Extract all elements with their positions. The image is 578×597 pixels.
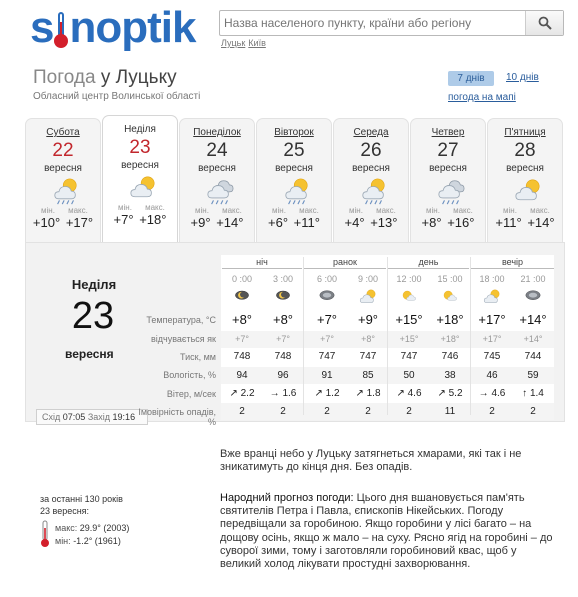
day-tabs <box>25 118 565 242</box>
day-tab[interactable] <box>410 118 486 242</box>
min-max-temps: +9° +14° <box>190 215 244 230</box>
wind-value: → 1.6 <box>269 388 297 399</box>
day-number: 28 <box>514 140 536 161</box>
wind-direction-icon: ↗ <box>437 388 446 399</box>
pressure-value: 745 <box>483 351 501 362</box>
rain-icon <box>435 177 467 205</box>
temperature-value: +7° <box>316 312 338 327</box>
day-tab[interactable] <box>487 118 563 242</box>
period-label: вечір <box>471 257 554 269</box>
pressure-value: 747 <box>400 351 418 362</box>
precip-value: 2 <box>365 406 371 417</box>
day-tab[interactable] <box>179 118 255 242</box>
wind-value: ↗ 5.2 <box>437 388 463 399</box>
night-cloudy-icon <box>271 288 295 306</box>
humidity-value: 94 <box>236 370 248 381</box>
partly-cloudy-rain-icon <box>50 177 82 205</box>
day-name: Вівторок <box>274 127 314 138</box>
pressure-value: 747 <box>318 351 336 362</box>
min-max-labels: мін. макс. <box>349 206 396 215</box>
feels-like-label: відчувається як <box>151 334 216 344</box>
humidity-value: 96 <box>277 370 289 381</box>
page-subtitle: Обласний центр Волинської області <box>33 91 201 102</box>
min-max-temps: +4° +13° <box>344 215 398 230</box>
wind-direction-icon: → <box>269 388 280 399</box>
thermometer-icon <box>40 520 50 548</box>
partly-cloudy-icon <box>480 288 504 306</box>
feels-like-value: +7° <box>276 334 290 344</box>
wind-direction-icon: ↑ <box>522 388 528 399</box>
humidity-value: 59 <box>527 370 539 381</box>
min-max-labels: мін. макс. <box>426 206 473 215</box>
history-extremes: макс: 29.9° (2003) мін: -1.2° (1961) <box>55 523 130 546</box>
detail-day-number: 23 <box>71 295 115 337</box>
day-month: вересня <box>429 163 467 174</box>
hour-label: 15 :00 <box>437 274 463 284</box>
hour-label: 12 :00 <box>396 274 422 284</box>
day-detail-panel <box>25 242 565 427</box>
humidity-label: Вологість, % <box>163 370 216 380</box>
precip-value: 2 <box>239 406 245 417</box>
partly-cloudy-rain-icon <box>281 177 313 205</box>
wind-value: ↗ 1.8 <box>355 388 381 399</box>
wind-direction-icon: ↗ <box>229 388 238 399</box>
day-number: 22 <box>52 140 74 161</box>
temperature-value: +18° <box>436 312 464 327</box>
temperature-value: +8° <box>231 312 253 327</box>
hour-label: 0 :00 <box>231 274 253 284</box>
day-month: вересня <box>198 163 236 174</box>
day-name: Субота <box>46 127 80 138</box>
day-number: 26 <box>360 140 382 161</box>
night-cloudy-icon <box>230 288 254 306</box>
sunrise-sunset: Схід 07:05 Захід 19:16 <box>36 409 148 425</box>
period-label: ранок <box>304 257 386 269</box>
period-divider <box>470 257 471 415</box>
temperature-value: +15° <box>395 312 423 327</box>
day-tab[interactable] <box>256 118 332 242</box>
precip-value: 11 <box>444 406 456 417</box>
day-month: вересня <box>352 163 390 174</box>
detail-day-name: Неділя <box>71 277 117 292</box>
min-max-temps: +6° +11° <box>268 215 320 230</box>
feels-like-value: +18° <box>440 334 460 344</box>
feels-like-value: +15° <box>399 334 419 344</box>
cloudy-icon <box>315 288 339 306</box>
humidity-value: 38 <box>444 370 456 381</box>
partly-cloudy-icon <box>127 174 159 202</box>
hour-label: 21 :00 <box>520 274 546 284</box>
day-number: 27 <box>437 140 459 161</box>
temperature-value: +14° <box>519 312 547 327</box>
day-tab[interactable] <box>102 115 178 242</box>
hour-label: 18 :00 <box>479 274 505 284</box>
min-max-temps: +7° +18° <box>113 212 167 227</box>
day-name: Неділя <box>124 124 156 135</box>
feels-like-value: +7° <box>320 334 334 344</box>
recent-city-link[interactable]: Луцьк <box>221 38 246 48</box>
sunny-cloud-icon <box>438 288 462 306</box>
seven-days-tab[interactable]: 7 днів <box>448 71 494 86</box>
min-max-labels: мін. макс. <box>503 206 550 215</box>
precip-value: 2 <box>530 406 536 417</box>
sunny-cloud-icon <box>397 288 421 306</box>
wind-label: Вітер, м/сек <box>166 389 216 399</box>
wind-value: → 4.6 <box>478 388 506 399</box>
day-name: Середа <box>353 127 389 138</box>
ten-days-link[interactable]: 10 днів <box>506 72 539 83</box>
day-month: вересня <box>44 163 82 174</box>
search-icon <box>538 16 552 30</box>
recent-city-link[interactable]: Київ <box>248 38 266 48</box>
min-max-labels: мін. макс. <box>195 206 242 215</box>
day-number: 25 <box>283 140 305 161</box>
pressure-value: 746 <box>441 351 459 362</box>
temperature-value: +8° <box>272 312 294 327</box>
partly-cloudy-rain-icon <box>358 177 390 205</box>
detail-day-month: вересня <box>65 347 114 361</box>
partly-cloudy-icon <box>356 288 380 306</box>
temperature-value: +9° <box>357 312 379 327</box>
wind-value: ↗ 1.2 <box>314 388 340 399</box>
min-max-labels: мін. макс. <box>118 203 165 212</box>
wind-direction-icon: ↗ <box>314 388 323 399</box>
search-input[interactable] <box>220 11 525 35</box>
temp-label: Температура, °C <box>146 315 216 325</box>
min-max-temps: +10° +17° <box>32 215 94 230</box>
recent-cities <box>221 38 269 48</box>
day-name: Понеділок <box>193 127 241 138</box>
search-box <box>219 10 564 36</box>
min-max-labels: мін. макс. <box>41 206 88 215</box>
min-max-temps: +8° +16° <box>421 215 475 230</box>
precip-label: Імовірність опадів, % <box>138 407 216 427</box>
feels-like-value: +14° <box>523 334 543 344</box>
feels-like-value: +17° <box>482 334 502 344</box>
thermometer-icon <box>54 8 68 48</box>
pressure-value: 748 <box>274 351 292 362</box>
folk-forecast: Народний прогноз погоди: Цього дня вшановується пам'ять святителів Петра і Павла, єпископів Нікейських. Погоду передвіщали за горобиною. Якщо горобини у лісі багато – на дощову осінь, якщо ж мало – на суху. Рясно ягід на горобині – до суворої зими, тому і заготовляли горобиновий квас, щоб у великий холод лікувати простудні захворювання. <box>220 492 553 571</box>
hour-label: 9 :00 <box>357 274 379 284</box>
period-divider <box>303 257 304 415</box>
weather-map-link[interactable]: погода на мапі <box>448 92 516 103</box>
wind-direction-icon: ↗ <box>355 388 364 399</box>
period-label: ніч <box>222 257 302 269</box>
humidity-value: 50 <box>403 370 415 381</box>
wind-value: ↑ 1.4 <box>522 388 544 399</box>
pressure-value: 744 <box>524 351 542 362</box>
forecast-description: Вже вранці небо у Луцьку затягнеться хмарами, які так і не зникатимуть до кінця дня. Без опадів. <box>220 448 522 473</box>
precip-value: 2 <box>324 406 330 417</box>
rain-icon <box>204 177 236 205</box>
wind-direction-icon: → <box>478 388 489 399</box>
hour-label: 3 :00 <box>272 274 294 284</box>
day-tab[interactable] <box>333 118 409 242</box>
precip-value: 2 <box>489 406 495 417</box>
sinoptik-logo[interactable]: s noptik <box>30 3 196 52</box>
wind-direction-icon: ↗ <box>396 388 405 399</box>
temperature-value: +17° <box>478 312 506 327</box>
humidity-value: 91 <box>321 370 333 381</box>
feels-like-value: +7° <box>235 334 249 344</box>
pressure-value: 747 <box>359 351 377 362</box>
page-title: Погода у Луцьку <box>33 67 177 88</box>
partly-cloudy-icon <box>512 177 544 205</box>
day-name: Четвер <box>431 127 465 138</box>
day-name: П'ятниця <box>504 127 546 138</box>
hour-label: 6 :00 <box>316 274 338 284</box>
cloudy-icon <box>521 288 545 306</box>
day-month: вересня <box>506 163 544 174</box>
pressure-label: Тиск, мм <box>180 352 216 362</box>
humidity-value: 85 <box>362 370 374 381</box>
min-max-temps: +11° +14° <box>495 215 555 230</box>
day-tab[interactable] <box>25 118 101 242</box>
humidity-value: 46 <box>486 370 498 381</box>
search-button[interactable] <box>525 11 563 35</box>
day-number: 24 <box>206 140 228 161</box>
pressure-value: 748 <box>233 351 251 362</box>
min-max-labels: мін. макс. <box>272 206 319 215</box>
feels-like-value: +8° <box>361 334 375 344</box>
wind-value: ↗ 4.6 <box>396 388 422 399</box>
day-number: 23 <box>129 137 151 158</box>
precip-value: 2 <box>406 406 412 417</box>
day-month: вересня <box>121 160 159 171</box>
period-label: день <box>388 257 469 269</box>
wind-value: ↗ 2.2 <box>229 388 255 399</box>
precip-value: 2 <box>280 406 286 417</box>
day-month: вересня <box>275 163 313 174</box>
history-title: за останні 130 років 23 вересня: <box>40 494 123 516</box>
